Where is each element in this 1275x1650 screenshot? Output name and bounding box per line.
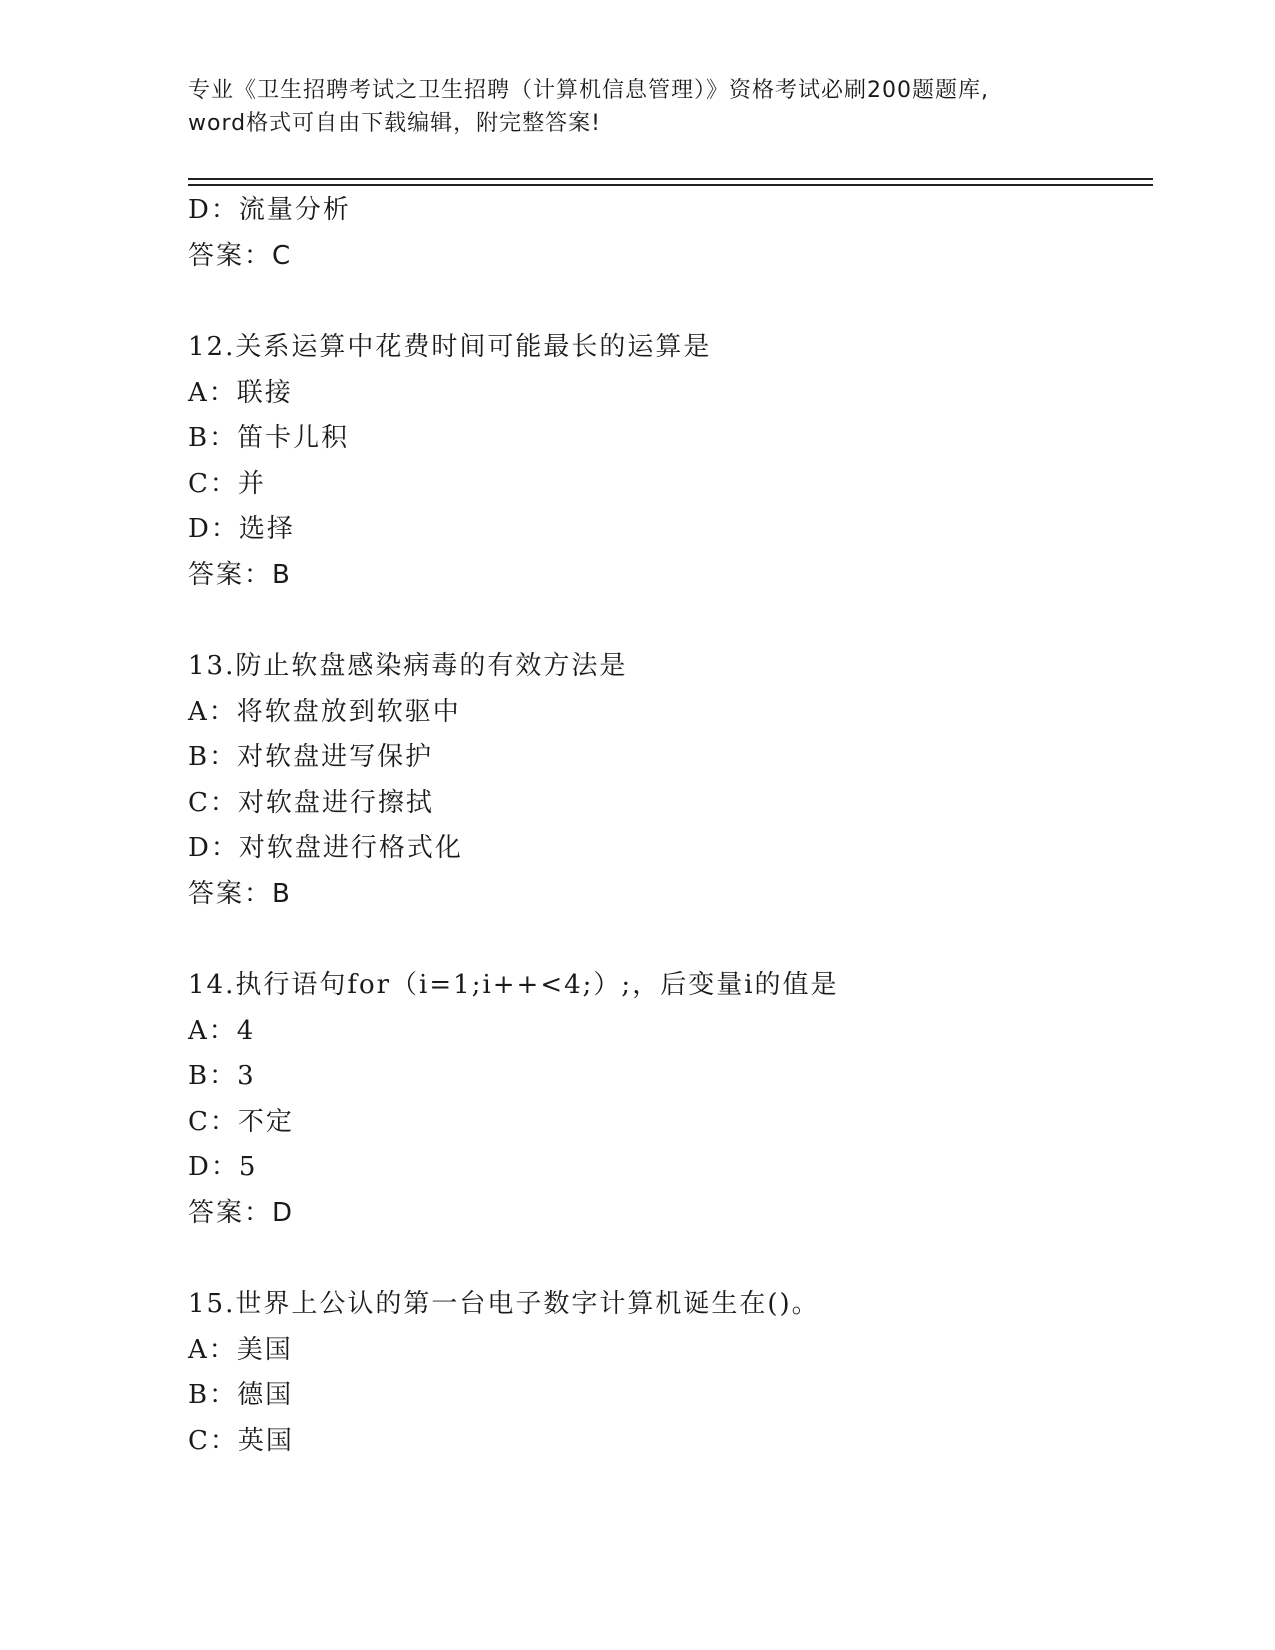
header-divider-top: [188, 178, 1153, 180]
spacer: [188, 917, 1148, 963]
question-list: [188, 188, 1148, 1464]
answer-line: 答案：D: [188, 1197, 295, 1228]
answer-line: 答案：B: [188, 878, 292, 909]
option-c: C：对软盘进行擦拭: [188, 787, 434, 818]
option-a: A：将软盘放到软驱中: [188, 696, 461, 727]
option-a: A：联接: [188, 377, 293, 408]
header-divider-bottom: [188, 184, 1153, 186]
option-c: C：不定: [188, 1106, 294, 1137]
option-b: B：笛卡儿积: [188, 423, 350, 453]
option-d: D：流量分析: [188, 195, 351, 225]
option-a: A：4: [188, 1015, 256, 1046]
option-b: B：3: [188, 1061, 256, 1091]
option-c: C：英国: [188, 1425, 294, 1456]
spacer: [188, 279, 1148, 325]
header-line-2: word格式可自由下载编辑，附完整答案!: [188, 111, 601, 136]
spacer: [188, 1236, 1148, 1282]
option-d: D：选择: [188, 514, 295, 544]
answer-line: 答案：C: [188, 240, 293, 271]
option-d: D：5: [188, 1152, 258, 1182]
question-stem-14: 14.执行语句for（i=1;i++<4;）;，后变量i的值是: [188, 970, 839, 1000]
document-header: [188, 74, 1088, 140]
option-b: B：对软盘进写保护: [188, 742, 434, 772]
question-stem-13: 13.防止软盘感染病毒的有效方法是: [188, 651, 628, 681]
header-line-1: 专业《卫生招聘考试之卫生招聘（计算机信息管理）》资格考试必刷200题题库,: [188, 78, 989, 103]
option-a: A：美国: [188, 1334, 293, 1365]
option-c: C：并: [188, 468, 266, 499]
answer-line: 答案：B: [188, 559, 292, 590]
question-stem-12: 12.关系运算中花费时间可能最长的运算是: [188, 332, 712, 362]
spacer: [188, 598, 1148, 644]
option-d: D：对软盘进行格式化: [188, 833, 463, 863]
option-b: B：德国: [188, 1380, 294, 1410]
question-stem-15: 15.世界上公认的第一台电子数字计算机诞生在()。: [188, 1289, 820, 1319]
